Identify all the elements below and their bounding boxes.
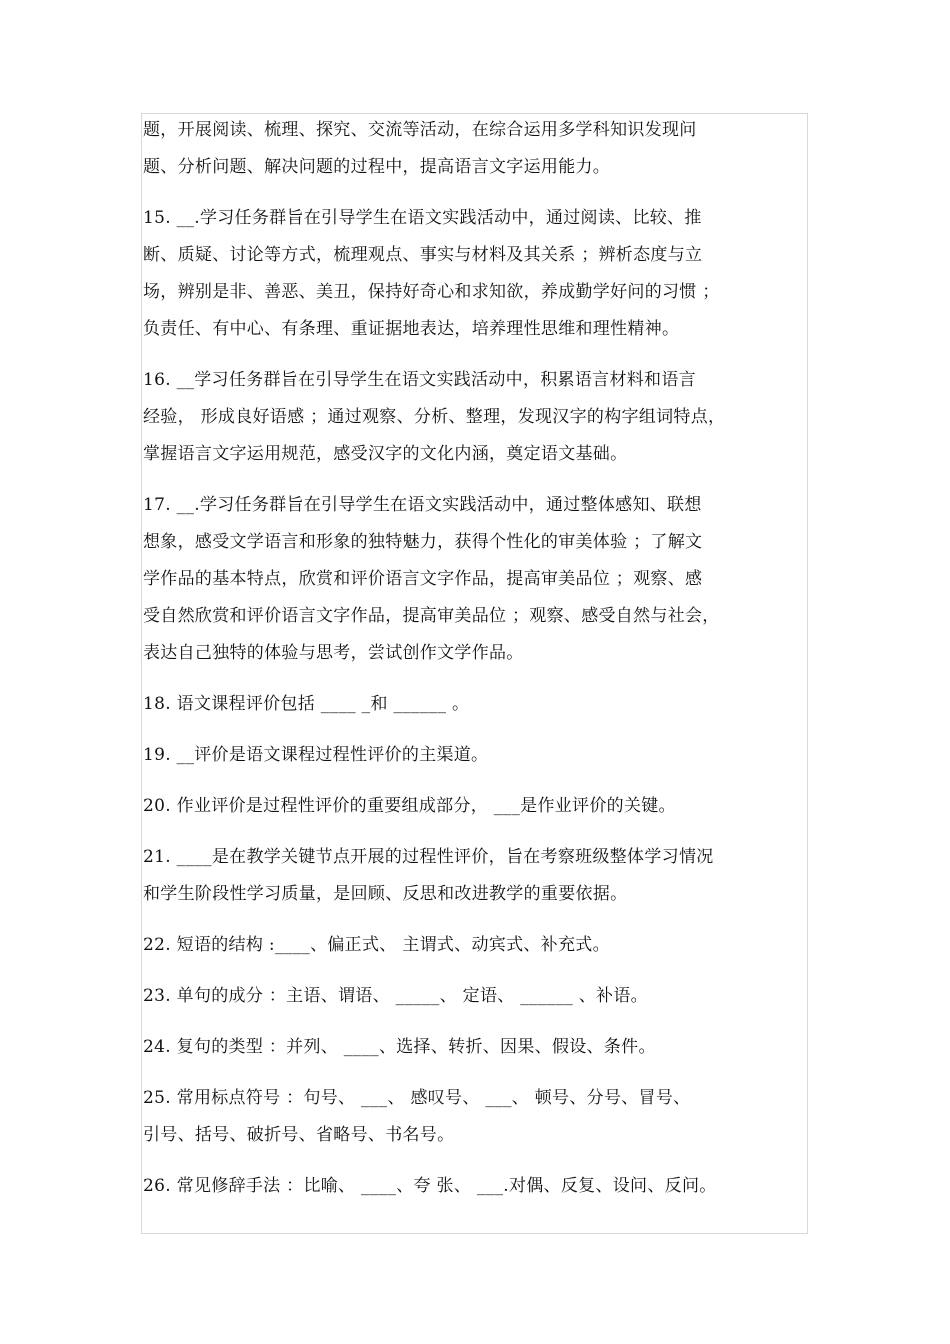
text-line: 掌握语言文字运用规范，感受汉字的文化内涵，奠定语文基础。 bbox=[143, 444, 628, 464]
question-19 bbox=[143, 737, 807, 774]
text-line: 表达自己独特的体验与思考，尝试创作文学作品。 bbox=[143, 643, 524, 663]
text-line: 18. 语文课程评价包括 ____ _和 ______ 。 bbox=[143, 694, 470, 714]
question-25 bbox=[143, 1080, 807, 1154]
text-line: 21. ____是在教学关键节点开展的过程性评价，旨在考察班级整体学习情况 bbox=[143, 847, 714, 867]
text-line: 17. __.学习任务群旨在引导学生在语文实践活动中，通过整体感知、联想 bbox=[143, 495, 702, 515]
text-line: 23. 单句的成分 ：主语、谓语、 _____、 定语、 ______ 、补语。 bbox=[143, 986, 648, 1006]
text-line: 受自然欣赏和评价语言文字作品，提高审美品位 ；观察、感受自然与社会， bbox=[143, 606, 720, 626]
question-15 bbox=[143, 200, 807, 348]
text-line: 22. 短语的结构 :____、偏正式、 主谓式、动宾式、补充式。 bbox=[143, 935, 610, 955]
text-line: 想象，感受文学语言和形象的独特魅力，获得个性化的审美体验 ；了解文 bbox=[143, 532, 703, 552]
text-line: 断、质疑、讨论等方式，梳理观点、事实与材料及其关系 ；辨析态度与立 bbox=[143, 245, 703, 265]
question-17 bbox=[143, 487, 807, 672]
text-line: 引号、括号、破折号、省略号、书名号。 bbox=[143, 1125, 455, 1145]
text-line: 15. __.学习任务群旨在引导学生在语文实践活动中，通过阅读、比较、推 bbox=[143, 208, 702, 228]
question-23 bbox=[143, 978, 807, 1015]
question-20 bbox=[143, 788, 807, 825]
text-line: 负责任、有中心、有条理、重证据地表达，培养理性思维和理性精神。 bbox=[143, 319, 680, 339]
paragraph-continuation bbox=[143, 112, 807, 186]
text-line: 25. 常用标点符号 ：句号、 ___、 感叹号、 ___、 顿号、分号、冒号、 bbox=[143, 1088, 691, 1108]
text-line: 题，开展阅读、梳理、探究、交流等活动，在综合运用多学科知识发现问 bbox=[143, 120, 697, 140]
text-line: 经验， 形成良好语感 ；通过观察、分析、整理，发现汉字的构字组词特点， bbox=[143, 407, 726, 427]
document-body bbox=[143, 112, 807, 1205]
text-line: 题、分析问题、解决问题的过程中，提高语言文字运用能力。 bbox=[143, 157, 611, 177]
text-line: 24. 复句的类型 ：并列、 ____、选择、转折、因果、假设、条件。 bbox=[143, 1037, 656, 1057]
question-21 bbox=[143, 839, 807, 913]
text-line: 26. 常见修辞手法 ：比喻、 ____、夸 张、 ___.对偶、反复、设问、反问。 bbox=[143, 1176, 717, 1196]
question-18 bbox=[143, 686, 807, 723]
question-16 bbox=[143, 362, 807, 473]
text-line: 19. __评价是语文课程过程性评价的主渠道。 bbox=[143, 745, 489, 765]
text-line: 16. __学习任务群旨在引导学生在语文实践活动中，积累语言材料和语言 bbox=[143, 370, 696, 390]
text-line: 20. 作业评价是过程性评价的重要组成部分， ___是作业评价的关键。 bbox=[143, 796, 676, 816]
question-22 bbox=[143, 927, 807, 964]
text-line: 和学生阶段性学习质量，是回顾、反思和改进教学的重要依据。 bbox=[143, 884, 628, 904]
question-26 bbox=[143, 1168, 807, 1205]
text-line: 场，辨别是非、善恶、美丑，保持好奇心和求知欲，养成勤学好问的习惯 ； bbox=[143, 282, 720, 302]
question-24 bbox=[143, 1029, 807, 1066]
text-line: 学作品的基本特点，欣赏和评价语言文字作品，提高审美品位 ；观察、感 bbox=[143, 569, 703, 589]
